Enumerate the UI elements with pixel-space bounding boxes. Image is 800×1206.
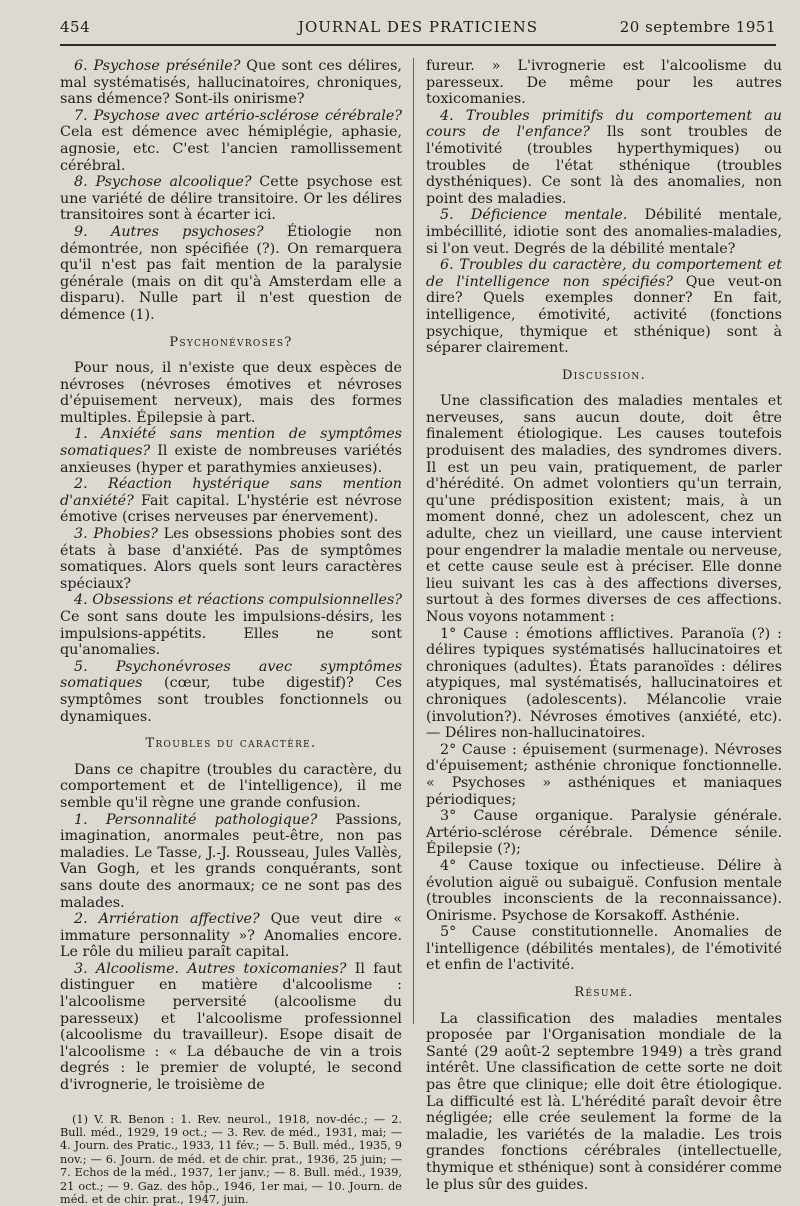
paragraph: La classification des maladies mentales proposée par l'Organisation mondiale de la Santé (29 août-2 septembre 1949) a très grand intérêt. Une classification de cette sorte ne doit pas être que clinique; elle doit être étiologique. La difficulté est là. L'hérédité paraît devoir être négligée; elle crée seulement la forme de la maladie, les variétés de la maladie. Les trois grandes fonctions cérébrales (intellectuelle, thymique et sthénique) sont à considérer comme le plus sûr des guides. xyxy=(426,1010,782,1193)
paragraph: 2° Cause : épuisement (surmenage). Névroses d'épuisement; asthénie chronique fonctionnelle. « Psychoses » asthéniques et maniaques périodiques; xyxy=(426,741,782,808)
section-heading-troubles: Troubles du caractère. xyxy=(145,736,317,752)
paragraph: 3. Phobies? Les obsessions phobies sont des états à base d'anxiété. Pas de symptômes somatiques. Alors quels sont leurs caractères spéciaux? xyxy=(60,526,403,592)
paragraph: 1. Personnalité pathologique? Passions, imagination, anormales peut-être, non pas maladies. Le Tasse, J.-J. Rousseau, Jules Vallès, Van Gogh, et les grands conquérants, sont sans doute des anormaux; ce ne sont pas des malades. xyxy=(60,811,402,911)
paragraph: 5. Psychonévroses avec symptômes somatiques (cœur, tube digestif)? Ces symptômes sont troubles fonctionnels ou dynamiques. xyxy=(60,658,402,725)
page-number: 454 xyxy=(60,18,91,36)
journal-title: JOURNAL DES PRATICIENS xyxy=(297,18,539,36)
paragraph: 1° Cause : émotions afflictives. Paranoïa (?) : délires typiques systématisés hallucinatoires et chroniques (adultes). États paranoïdes : délires atypiques, mal systématisés, hallucinatoires et chroniques (adolescents). Mélancolie vraie (involution?). Névroses émotives (anxiété, etc). — Délires non-hallucinatoires. xyxy=(426,625,782,742)
paragraph: 9. Autres psychoses? Étiologie non démontrée, non spécifiée (?). On remarquera qu'il n'est pas fait mention de la paralysie générale (mais on dit qu'à Amsterdam elle a disparu). Nulle part il n'est question de démence (1). xyxy=(60,223,403,323)
paragraph: 2. Réaction hystérique sans mention d'anxiété? Fait capital. L'hystérie est névrose émotive (crises nerveuses par énervement). xyxy=(60,476,402,526)
paragraph: 8. Psychose alcoolique? Cette psychose est une variété de délire transitoire. Or les délires transitoires sont à écarter ici. xyxy=(60,174,402,224)
footnote-text: (1) V. R. Benon : 1. Rev. neurol., 1918, nov-déc.; — 2. Bull. méd., 1929, 19 oct.; — 3. Rev. de méd., 1931, mai; — 4. Journ. des Pratic., 1933, 11 fév.; — 5. Bull. méd., 1935, 9 nov.; — 6. Journ. de méd. et de chir. prat., 1936, 25 juin; — 7. Echos de la méd., 1937, 1er janv.; — 8. Bull. méd., 1939, 21 oct.; — 9. Gaz. des hôp., 1946, 1er mai, — 10. Journ. de méd. et de chir. prat., 1947, juin. xyxy=(60,1112,402,1206)
column-divider xyxy=(413,58,414,1024)
paragraph: Pour nous, il n'existe que deux espèces de névroses (névroses émotives et névroses d'épuisement nerveux), mais des formes multiples. Épilepsie à part. xyxy=(60,360,402,426)
footnote xyxy=(60,1108,402,1206)
paragraph: Dans ce chapitre (troubles du caractère, du comportement et de l'intelligence), il me semble qu'il règne une grande confusion. xyxy=(60,761,402,811)
paragraph: 3. Alcoolisme. Autres toxicomanies? Il faut distinguer en matière d'alcoolisme : l'alcoolisme perversité (alcoolisme du paresseux) et l'alcoolisme professionnel (alcoolisme du travailleur). Esope disait de l'alcoolisme : « La débauche de vin a trois degrés : le premier de volupté, le second d'ivrognerie, le troisième de xyxy=(60,960,403,1094)
section-heading-resume: Résumé. xyxy=(574,985,634,1001)
paragraph: 3° Cause organique. Paralysie générale. Artério-sclérose cérébrale. Démence sénile. Épilepsie (?); xyxy=(426,808,782,858)
paragraph: 6. Troubles du caractère, du comportement et de l'intelligence non spécifiés? Que veut-on dire? Quels exemples donner? En fait, intelligence, émotivité, activité (fonctions psychique, thymique et sthénique) sont à séparer clairement. xyxy=(426,257,782,357)
issue-date: 20 septembre 1951 xyxy=(619,18,776,36)
section-heading-discussion: Discussion. xyxy=(561,367,647,383)
paragraph: 6. Psychose présénile? Que sont ces délires, mal systématisés, hallucinatoires, chroniques, sans démence? Sont-ils onirisme? xyxy=(60,58,402,108)
left-column xyxy=(60,58,403,1206)
right-column xyxy=(426,58,782,1193)
paragraph: 5. Déficience mentale. Débilité mentale, imbécillité, idiotie sont des anomalies-maladies, si l'on veut. Degrés de la débilité mentale? xyxy=(426,207,782,257)
paragraph: 4. Troubles primitifs du comportement au cours de l'enfance? Ils sont troubles de l'émotivité (troubles hyperthymiques) ou troubles de l'état sthénique (troubles dysthéniques). Ce sont là des anomalies, non point des maladies. xyxy=(426,107,782,207)
paragraph: 1. Anxiété sans mention de symptômes somatiques? Il existe de nombreuses variétés anxieuses (hyper et parathymies anxieuses). xyxy=(60,426,402,476)
section-heading-psychonevroses: Psychonévroses? xyxy=(169,334,293,350)
paragraph: 7. Psychose avec artério-sclérose cérébrale? Cela est démence avec hémiplégie, aphasie, agnosie, etc. C'est l'ancien ramollissement cérébral. xyxy=(60,107,402,174)
paragraph: 4° Cause toxique ou infectieuse. Délire à évolution aiguë ou subaiguë. Confusion mentale (troubles inconscients de la reconnaissance). Onirisme. Psychose de Korsakoff. Asthénie. xyxy=(426,857,782,924)
paragraph: Une classification des maladies mentales et nerveuses, sans aucun doute, doit être finalement étiologique. Les causes toutefois produisent des maladies, des syndromes divers. Il est un peu vain, pratiquement, de parler d'hérédité. On admet volontiers qu'un terrain, qu'une prédisposition existent; mais, à un moment donné, chez un adolescent, chez un adulte, chez un vieillard, une cause intervient pour engendrer la maladie mentale ou nerveuse, et cette cause seule est à préciser. Elle donne lieu suivant les cas à des affections diverses, surtout à des formes diverses de ces affections. Nous voyons notamment : xyxy=(426,393,782,625)
page-header xyxy=(60,14,776,46)
paragraph: fureur. » L'ivrognerie est l'alcoolisme du paresseux. De même pour les autres toxicomanies. xyxy=(426,58,782,108)
paragraph: 5° Cause constitutionnelle. Anomalies de l'intelligence (débilités mentales), de l'émotivité et enfin de l'activité. xyxy=(426,924,782,974)
paragraph: 2. Arriération affective? Que veut dire « immature personnality »? Anomalies encore. Le rôle du milieu paraît capital. xyxy=(60,911,403,961)
paragraph: 4. Obsessions et réactions compulsionnelles? Ce sont sans doute les impulsions-désirs, les impulsions-appétits. Elles ne sont qu'anomalies. xyxy=(60,592,402,659)
